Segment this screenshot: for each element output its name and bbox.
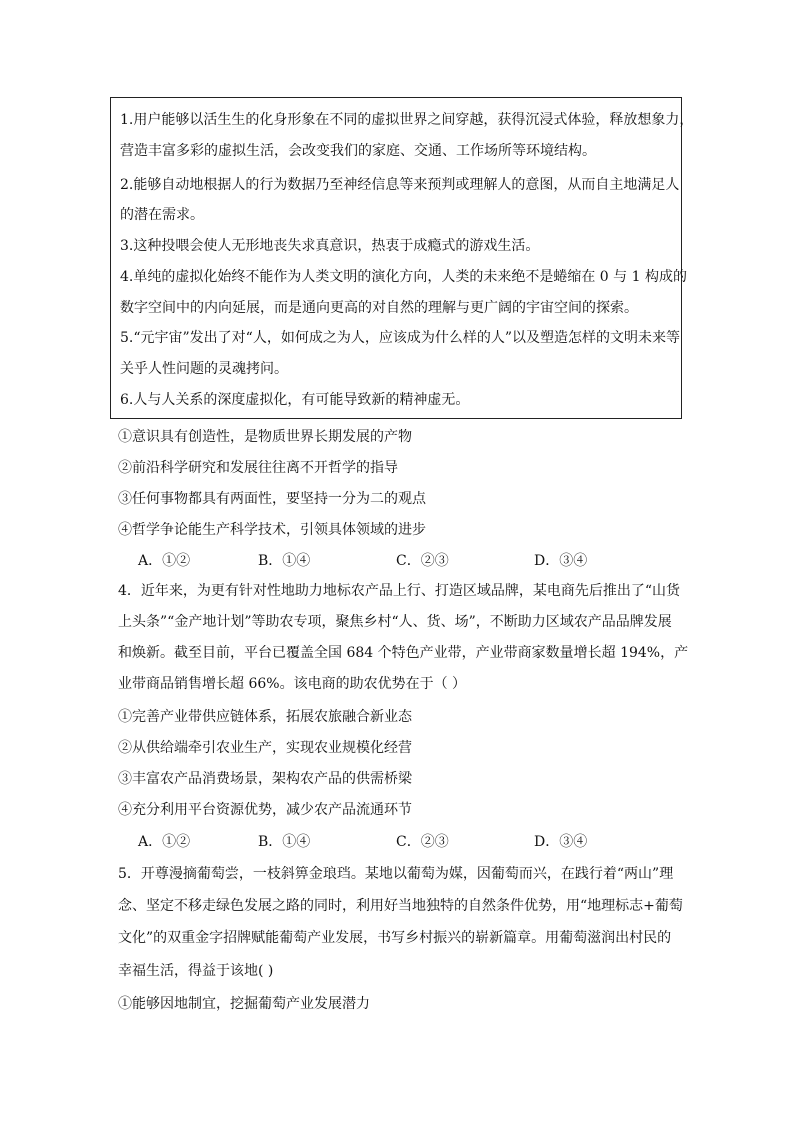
- choice-d[interactable]: D．③④: [534, 553, 588, 569]
- material-line: 数字空间中的内向延展，而是通向更高的对自然的理解与更广阔的宇宙空间的探索。: [120, 300, 638, 316]
- choice-b[interactable]: B．①④: [258, 834, 311, 850]
- choice-c[interactable]: C．②③: [396, 553, 449, 569]
- material-line: 关乎人性问题的灵魂拷问。: [120, 361, 288, 377]
- material-line: 营造丰富多彩的虚拟生活，会改变我们的家庭、交通、工作场所等环境结构。: [120, 143, 596, 159]
- q3-option: ③任何事物都具有两面性，要坚持一分为二的观点: [118, 491, 426, 507]
- q5-stem-line: 文化”的双重金字招牌赋能葡萄产业发展，书写乡村振兴的崭新篇章。用葡萄滋润出村民的: [118, 930, 672, 946]
- material-line: 1.用户能够以活生生的化身形象在不同的虚拟世界之间穿越，获得沉浸式体验，释放想象力，: [120, 112, 694, 128]
- q3-option: ②前沿科学研究和发展往往离不开哲学的指导: [118, 460, 398, 476]
- q3-choices: [138, 551, 658, 571]
- q4-stem-line: 业带商品销售增长超 66%。该电商的助农优势在于（ ）: [118, 676, 467, 692]
- material-line: 的潜在需求。: [120, 207, 204, 223]
- q5-stem-line: 5．开尊漫摘葡萄尝，一枝斜箅金琅珰。某地以葡萄为媒，因葡萄而兴，在践行着“两山”理: [118, 866, 674, 882]
- choice-a[interactable]: A．①②: [138, 834, 191, 850]
- q4-stem-line: 和焕新。截至目前，平台已覆盖全国 684 个特色产业带，产业带商家数量增长超 194%，产: [118, 645, 689, 661]
- q4-choices: [138, 832, 658, 852]
- choice-d[interactable]: D．③④: [534, 834, 588, 850]
- choice-c[interactable]: C．②③: [396, 834, 449, 850]
- choice-b[interactable]: B．①④: [258, 553, 311, 569]
- q5-stem-line: 幸福生活，得益于该地( ): [118, 963, 274, 979]
- material-line: 2.能够自动地根据人的行为数据乃至神经信息等来预判或理解人的意图，从而自主地满足人: [120, 177, 680, 193]
- q3-option: ④哲学争论能生产科学技术，引领具体领域的进步: [118, 522, 426, 538]
- q3-option: ①意识具有创造性，是物质世界长期发展的产物: [118, 429, 412, 445]
- q4-option: ②从供给端牵引农业生产，实现农业规模化经营: [118, 740, 412, 756]
- material-line: 6.人与人关系的深度虚拟化，有可能导致新的精神虚无。: [120, 392, 470, 408]
- q4-option: ①完善产业带供应链体系，拓展农旅融合新业态: [118, 709, 412, 725]
- q4-option: ③丰富农产品消费场景，架构农产品的供需桥梁: [118, 771, 412, 787]
- material-line: 4.单纯的虚拟化始终不能作为人类文明的演化方向，人类的未来绝不是蜷缩在 0 与 1 构成的: [120, 269, 687, 285]
- q5-option: ①能够因地制宜，挖掘葡萄产业发展潜力: [118, 996, 370, 1012]
- q4-stem-line: 上头条”“金产地计划”等助农专项，聚焦乡村“人、货、场”，不断助力区域农产品品牌发展: [118, 614, 672, 630]
- material-line: 5.“元宇宙”发出了对“人，如何成之为人，应该成为什么样的人”以及塑造怎样的文明未来等: [120, 330, 680, 346]
- q4-option: ④充分利用平台资源优势，减少农产品流通环节: [118, 802, 412, 818]
- material-line: 3.这种投喂会使人无形地丧失求真意识，热衷于成瘾式的游戏生活。: [120, 238, 540, 254]
- choice-a[interactable]: A．①②: [138, 553, 191, 569]
- q5-stem-line: 念、坚定不移走绿色发展之路的同时，利用好当地独特的自然条件优势，用“地理标志+葡萄: [118, 898, 683, 914]
- q4-stem-line: 4．近年来，为更有针对性地助力地标农产品上行、打造区域品牌，某电商先后推出了“山货: [118, 583, 681, 599]
